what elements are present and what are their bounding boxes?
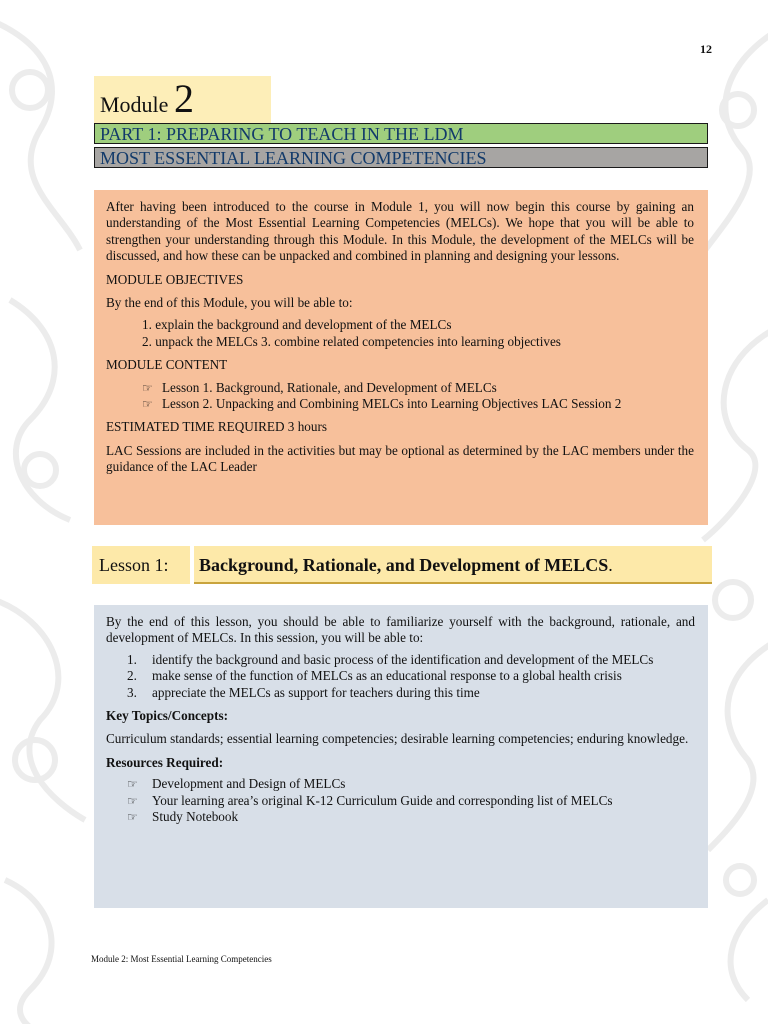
- lesson-goal-item: [106, 685, 695, 701]
- lesson-title-period: .: [608, 555, 613, 575]
- intro-paragraph: After having been introduced to the course in Module 1, you will now begin this course by gaining an understanding of the Most Essential Learning Competencies (MELCs). We hope that you will be able to strengthen your understanding through this Module. In this Module, the development of the MELCs will be discussed, and how these can be unpacked and combined in planning and designing your lessons.: [106, 199, 694, 264]
- goal-number: 2.: [127, 668, 137, 684]
- key-topics-text: Curriculum standards; essential learning competencies; desirable learning competencies; enduring knowledge.: [106, 731, 689, 747]
- pointing-hand-icon: ☞: [127, 793, 138, 808]
- goal-number: 1.: [127, 651, 137, 667]
- lesson-goal-item: [106, 668, 695, 684]
- lesson-intro: By the end of this lesson, you should be able to familiarize yourself with the background, rationale, and development of MELCs. In this session, you will be able to:: [106, 614, 695, 646]
- pointing-hand-icon: ☞: [142, 380, 153, 395]
- module-word: Module: [100, 92, 169, 117]
- objective-item: 2. unpack the MELCs 3. combine related competencies into learning objectives: [142, 333, 561, 349]
- page-footer: Module 2: Most Essential Learning Competencies: [91, 954, 272, 964]
- resource-item: [106, 776, 695, 792]
- lesson-title: [194, 546, 712, 584]
- goal-text: appreciate the MELCs as support for teachers during this time: [152, 684, 480, 700]
- left-ornament-pattern: [0, 0, 90, 1024]
- module-label: [100, 76, 194, 121]
- objectives-lead: By the end of this Module, you will be able to:: [106, 295, 353, 311]
- lesson-number-label: Lesson 1:: [92, 546, 190, 584]
- resource-item: [106, 809, 695, 825]
- goal-number: 3.: [127, 684, 137, 700]
- key-topics-heading: Key Topics/Concepts:: [106, 708, 228, 724]
- resource-text: Development and Design of MELCs: [152, 776, 346, 792]
- pointing-hand-icon: ☞: [142, 397, 153, 412]
- subject-title-bar: MOST ESSENTIAL LEARNING COMPETENCIES: [94, 147, 708, 168]
- pointing-hand-icon: ☞: [127, 810, 138, 825]
- content-item: [106, 396, 694, 412]
- lesson-goal-item: [106, 652, 695, 668]
- lesson-overview-box: [94, 605, 708, 908]
- resource-text: Study Notebook: [152, 809, 239, 825]
- pointing-hand-icon: ☞: [127, 777, 138, 792]
- content-item-text: Lesson 1. Background, Rationale, and Development of MELCs: [162, 379, 497, 395]
- goal-text: identify the background and basic process of the identification and development of the MELCs: [152, 651, 654, 667]
- resources-list: [106, 776, 695, 825]
- content-list: [106, 380, 694, 413]
- module-intro-box: [94, 190, 708, 525]
- resources-heading: Resources Required:: [106, 754, 224, 770]
- objectives-list: [106, 317, 694, 350]
- lesson-goals-list: [106, 652, 695, 701]
- content-heading: MODULE CONTENT: [106, 357, 228, 373]
- module-number: 2: [173, 76, 194, 121]
- page-number: 12: [700, 42, 712, 56]
- content-item: [106, 380, 694, 396]
- lesson-title-text: Background, Rationale, and Development of MELCS: [199, 555, 609, 575]
- lac-note: LAC Sessions are included in the activities but may be optional as determined by the LAC members under the guidance of the LAC Leader: [106, 442, 694, 475]
- content-item-text: Lesson 2. Unpacking and Combining MELCs into Learning Objectives LAC Session 2: [162, 396, 622, 412]
- part-title-bar: PART 1: PREPARING TO TEACH IN THE LDM: [94, 123, 708, 144]
- goal-text: make sense of the function of MELCs as an educational response to a global health crisis: [152, 668, 622, 684]
- time-required: ESTIMATED TIME REQUIRED 3 hours: [106, 419, 327, 435]
- resource-item: [106, 793, 695, 809]
- objective-item: 1. explain the background and development of the MELCs: [142, 317, 452, 333]
- objectives-heading: MODULE OBJECTIVES: [106, 271, 244, 287]
- resource-text: Your learning area’s original K-12 Curriculum Guide and corresponding list of MELCs: [152, 792, 613, 808]
- module-heading: [94, 76, 271, 123]
